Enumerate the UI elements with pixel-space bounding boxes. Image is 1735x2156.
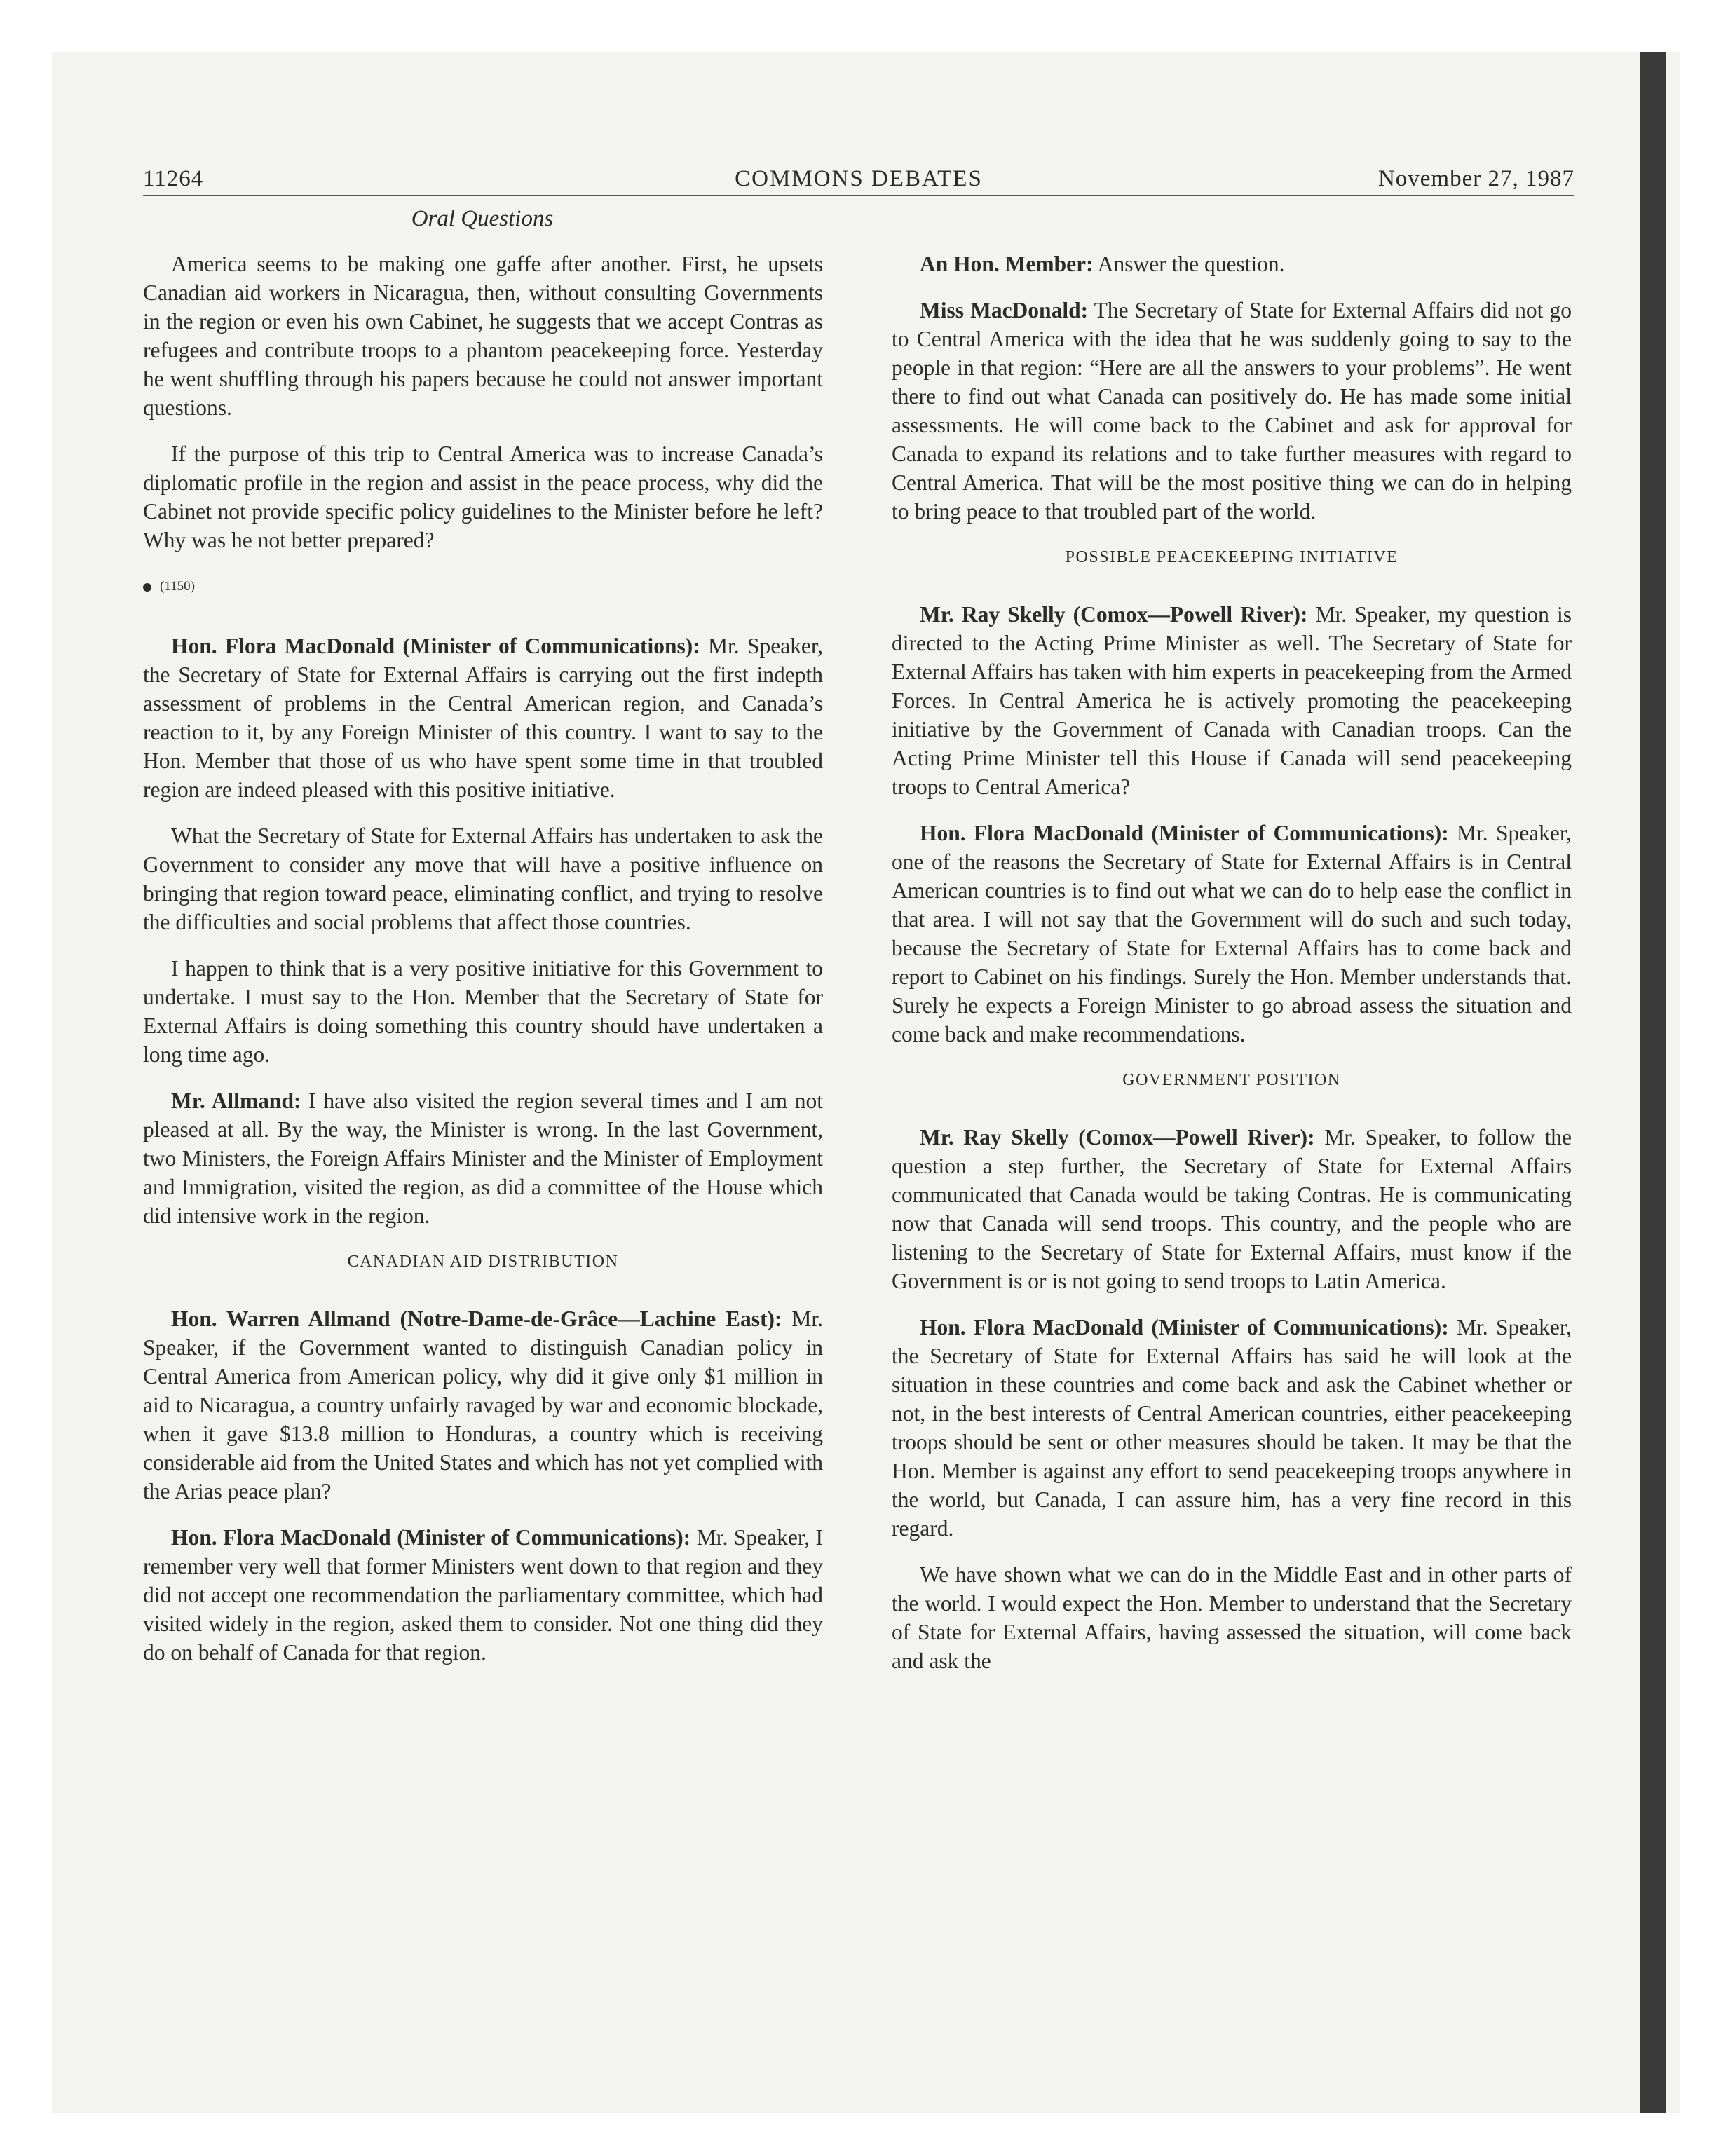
scan-edge-bar [1640, 52, 1666, 2113]
speaker-name: Mr. Ray Skelly (Comox—Powell River): [920, 602, 1308, 627]
speech-text: Mr. Speaker, my question is directed to the Acting Prime Minister as well. The Secretary of State for External Affairs has taken with him experts in peacekeeping from the Armed Forces. In Central America he is actively promoting the peacekeeping initiative by the Government of Canada with Canadian troops. Can the Acting Prime Minister tell this House if Canada will send peacekeeping troops to Central America? [892, 602, 1572, 799]
speech-text: Mr. Speaker, one of the reasons the Secretary of State for External Affairs is in Central American countries is to find out what we can do to help ease the conflict in that area. I will not say that the Government will do such and such today, because the Secretary of State for External Affairs has to come back and report to Cabinet on his findings. Surely the Hon. Member understands that. Surely he expects a Foreign Minister to go abroad assess the situation and come back and make recommendations. [892, 821, 1572, 1046]
speaker-name: Mr. Ray Skelly (Comox—Powell River): [920, 1125, 1315, 1149]
paragraph: We have shown what we can do in the Middle East and in other parts of the world. I would expect the Hon. Member to understand that the Secretary of State for External Affairs, having assessed the situation, will come back and ask the [892, 1562, 1572, 1673]
paragraph: If the purpose of this trip to Central America was to increase Canada’s diplomatic profile in the region and assist in the peace process, why did the Cabinet not provide specific policy guidelines to the Minister before he left? Why was he not better prepared? [143, 442, 823, 552]
speech-paragraph [143, 1523, 823, 1667]
paragraph: What the Secretary of State for External Affairs has undertaken to ask the Government to consider any move that will have a positive influence on bringing that region toward peace, eliminating conflict, and trying to resolve the difficulties and social problems that affect those countries. [143, 824, 823, 934]
speech-paragraph [892, 296, 1572, 526]
right-column [892, 250, 1572, 1693]
speech-text: Mr. Speaker, the Secretary of State for External Affairs has said he will look at the situation in these countries and come back and ask the Cabinet whether or not, in the best interests of Central American countries, either peacekeeping troops should be sent or other measures should be taken. It may be that the Hon. Member is against any effort to send peacekeeping troops anywhere in the world, but Canada, I can assure him, has a very fine record in this regard. [892, 1315, 1572, 1541]
section-heading: GOVERNMENT POSITION [1122, 1071, 1341, 1089]
speech-text: Mr. Speaker, to follow the question a step further, the Secretary of State for External Affairs communicated that Canada would be taking Contras. He is communicating now that Canada will send troops. This country, and the people who are listening to the Secretary of State for External Affairs, must know if the Government is or is not going to send troops to Latin America. [892, 1125, 1572, 1293]
speech-paragraph [892, 1313, 1572, 1543]
speech-text: Mr. Speaker, if the Government wanted to distinguish Canadian policy in Central America from American policy, why did it give only $1 million in aid to Nicaragua, a country unfairly ravaged by war and economic blockade, when it gave $13.8 million to Honduras, a country which is receiving considerable aid from the United States and which has not yet complied with the Arias peace plan? [143, 1306, 824, 1503]
section-heading: POSSIBLE PEACEKEEPING INITIATIVE [1065, 548, 1399, 566]
speaker-name: Hon. Flora MacDonald (Minister of Communications): [171, 1525, 691, 1550]
speaker-name: Hon. Warren Allmand (Notre-Dame-de-Grâce—Lachine East): [171, 1306, 782, 1331]
speech-paragraph [892, 600, 1572, 801]
speech-paragraph [143, 632, 823, 804]
speaker-name: Hon. Flora MacDonald (Minister of Communications): [171, 634, 700, 658]
left-column [143, 250, 823, 1684]
speech-text: I have also visited the region several times and I am not pleased at all. By the way, the Minister is wrong. In the last Government, two Ministers, the Foreign Affairs Minister and the Minister of Employment and Immigration, visited the region, as did a committee of the House which did intensive work in the region. [143, 1089, 824, 1228]
speaker-name: Miss MacDonald: [920, 298, 1089, 322]
speech-text: Mr. Speaker, the Secretary of State for External Affairs is carrying out the first indepth assessment of problems in the Central American region, and Canada’s reaction to it, by any Foreign Minister of this country. I want to say to the Hon. Member that those of us who have spent some time in that troubled region are indeed pleased with this positive initiative. [143, 634, 824, 802]
speech-text: Mr. Speaker, I remember very well that former Ministers went down to that region and they did not accept one recommendation the parliamentary committee, which had visited widely in the region, asked them to consider. Not one thing did they do on behalf of Canada for that region. [143, 1525, 823, 1665]
speech-paragraph [892, 250, 1572, 278]
speech-paragraph [143, 1086, 823, 1230]
paragraph: I happen to think that is a very positive initiative for this Government to undertake. I must say to the Hon. Member that the Secretary of State for External Affairs is doing something this country should have undertaken a long time ago. [143, 956, 823, 1067]
publication-title: COMMONS DEBATES [735, 166, 983, 191]
section-heading: CANADIAN AID DISTRIBUTION [347, 1253, 619, 1271]
speaker-name: Hon. Flora MacDonald (Minister of Communications): [920, 1315, 1449, 1339]
speech-paragraph [892, 1123, 1572, 1295]
page-header [143, 160, 1574, 196]
time-marker [143, 572, 823, 601]
speech-paragraph [892, 819, 1572, 1049]
time-marker-label: (1150) [160, 579, 195, 594]
speaker-name: Mr. Allmand: [171, 1089, 301, 1113]
speech-text: Answer the question. [1097, 252, 1285, 276]
speaker-name: An Hon. Member: [920, 252, 1094, 276]
paragraph: America seems to be making one gaffe after another. First, he upsets Canadian aid workers in Nicaragua, then, without consulting Governments in the region or even his own Cabinet, he suggests that we accept Contras as refugees and contribute troops to a phantom peacekeeping force. Yesterday he went shuffling through his papers because he could not answer important questions. [143, 252, 823, 420]
speech-text: The Secretary of State for External Affairs did not go to Central America with the idea that he was suddenly going to say to the people in that region: “Here are all the answers to your problems”. He went there to find out what Canada can positively do. He has made some initial assessments. He will come back to the Cabinet and ask for approval for Canada to expand its relations and to take further measures with regard to Central America. That will be the most positive thing we can do in helping to bring peace to that troubled part of the world. [892, 298, 1572, 524]
page-number: 11264 [143, 166, 204, 191]
speaker-name: Hon. Flora MacDonald (Minister of Communications): [920, 821, 1449, 845]
publication-date: November 27, 1987 [1377, 166, 1574, 191]
speech-paragraph [143, 1304, 823, 1506]
section-label: Oral Questions [411, 206, 554, 231]
bullet-icon [143, 583, 151, 592]
